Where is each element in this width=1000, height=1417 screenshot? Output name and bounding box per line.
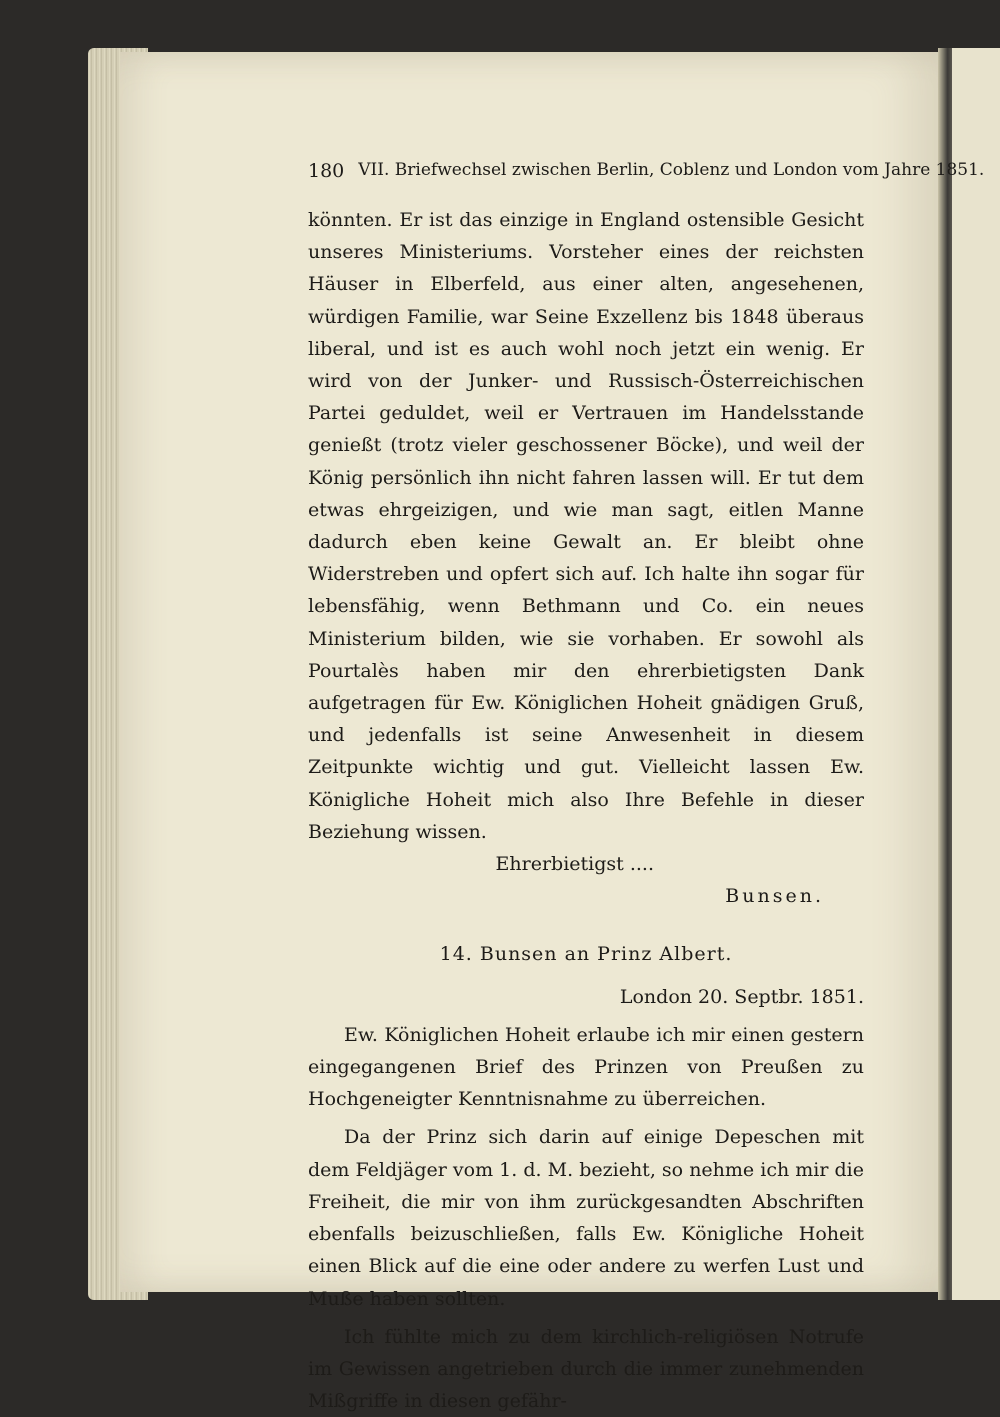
dateline: London 20. Septbr. 1851.	[619, 985, 864, 1008]
running-header	[308, 160, 985, 182]
letter-heading: 14. Bunsen an Prinz Albert.	[439, 943, 733, 966]
page-number: 180	[308, 160, 345, 182]
facing-page	[952, 48, 1000, 1300]
running-title: VII. Briefwechsel zwischen Berlin, Coblenz und London vom Jahre 1851.	[358, 160, 985, 180]
closing-formula: Ehrerbietigst ....	[495, 853, 654, 876]
paragraph: Da der Prinz sich darin auf einige Depeschen mit dem Feldjäger vom 1. d. M. bezieht, so nehme ich mir die Freiheit, die mir von ihm zurückgesandten Abschriften ebenfalls beizuschließen, falls Ew. Königliche Hoheit einen Blick auf die eine oder andere zu werfen Lust und Muße haben sollten.	[308, 1126, 864, 1310]
paragraph: könnten. Er ist das einzige in England ostensible Gesicht unseres Ministeriums. Vorsteher eines der reichsten Häuser in Elberfeld, aus einer alten, angesehenen, würdigen Familie, war Seine Exzellenz bis 1848 überaus liberal, und ist es auch wohl noch jetzt ein wenig. Er wird von der Junker- und Russisch-Österreichischen Partei geduldet, weil er Vertrauen im Handelsstande genießt (trotz vieler geschossener Böcke), und weil der König persönlich ihn nicht fahren lassen will. Er tut dem etwas ehrgeizigen, und wie man sagt, eitlen Manne dadurch eben keine Gewalt an. Er bleibt ohne Widerstreben und opfert sich auf. Ich halte ihn sogar für lebensfähig, wenn Bethmann und Co. ein neues Ministerium bilden, wie sie vorhaben. Er sowohl als Pourtalès haben mir den ehrerbietigsten Dank aufgetragen für Ew. Königlichen Hoheit gnädigen Gruß, und jedenfalls ist seine Anwesenheit in diesem Zeitpunkte wichtig und gut. Vielleicht lassen Ew. Königliche Hoheit mich also Ihre Befehle in dieser Beziehung wissen.	[308, 209, 864, 843]
paragraph: Ew. Königlichen Hoheit erlaube ich mir einen gestern eingegangenen Brief des Prinzen von Preußen zu Hochgeneigter Kenntnisnahme zu überreichen.	[308, 1023, 864, 1111]
signature: Bunsen.	[725, 885, 824, 908]
page-body	[308, 204, 864, 1417]
paragraph: Ich fühlte mich zu dem kirchlich-religiösen Notrufe im Gewissen angetrieben durch die immer zunehmenden Mißgriffe in diesen gefähr-	[308, 1325, 864, 1413]
